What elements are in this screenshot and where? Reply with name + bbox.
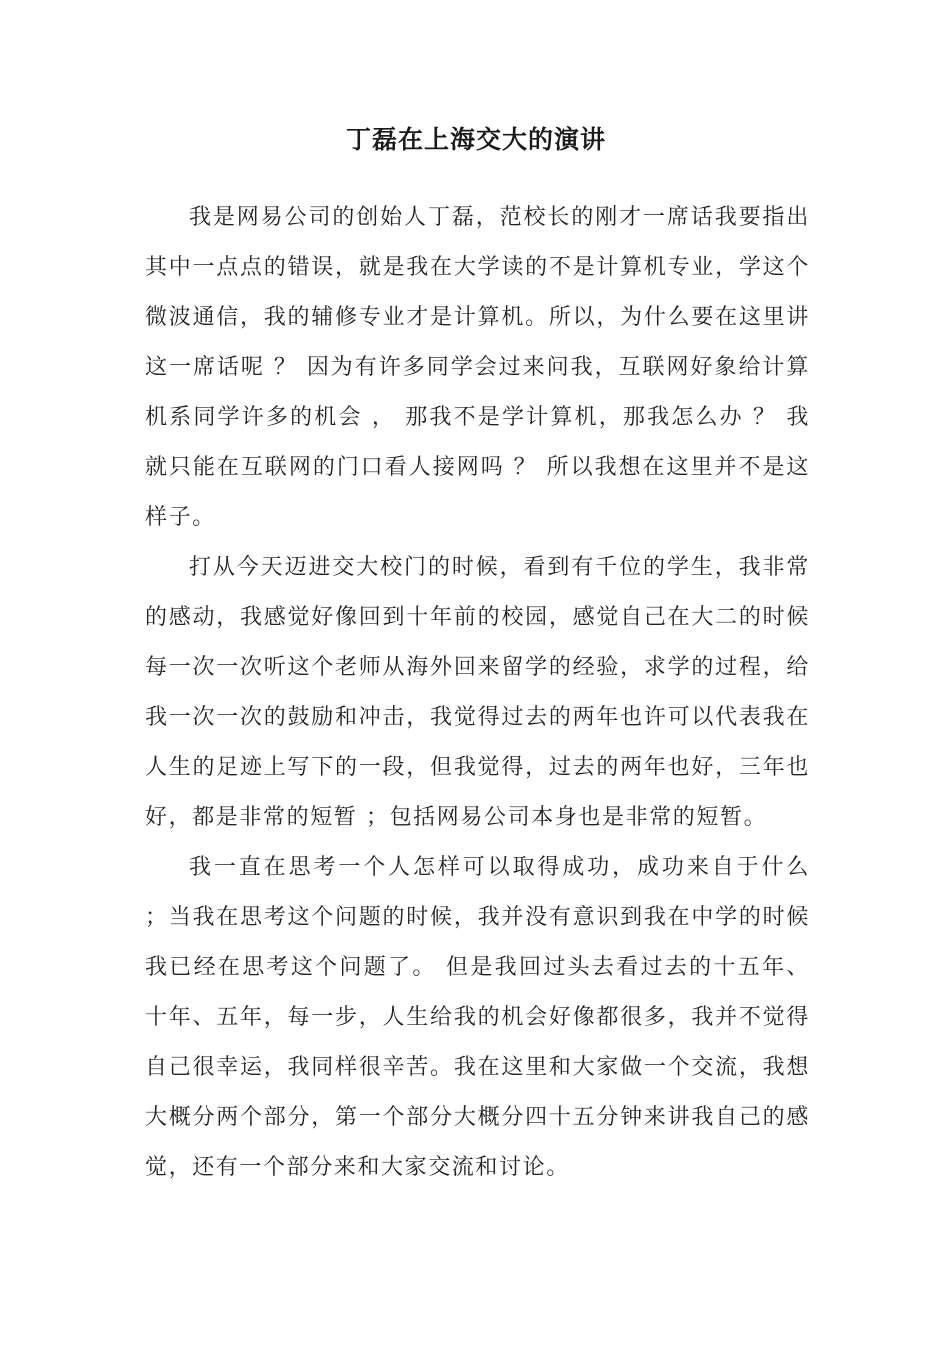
document-title: 丁磊在上海交大的演讲 [345,125,606,154]
document-body [145,193,810,1193]
paragraph-3: 我一直在思考一个人怎样可以取得成功，成功来自于什么 ；当我在思考这个问题的时候，我并没有意识到我在中学的时候我已经在思考这个问题了。 但是我回过头去看过去的十五年、十年、五年，每一步，人生给我的机会好像都很多，我并不觉得自己很幸运，我同样很辛苦。我在这里和大家做一个交流，我想大概分两个部分，第一个部分大概分四十五分钟来讲我自己的感觉，还有一个部分来和大家交流和讨论。 [145,855,810,1180]
paragraph-2: 打从今天迈进交大校门的时候，看到有千位的学生，我非常的感动，我感觉好像回到十年前的校园，感觉自己在大二的时候每一次一次听这个老师从海外回来留学的经验，求学的过程，给我一次一次的鼓励和冲击，我觉得过去的两年也许可以代表我在人生的足迹上写下的一段，但我觉得，过去的两年也好，三年也好，都是非常的短暂 ；包括网易公司本身也是非常的短暂。 [145,555,810,830]
paragraph-1: 我是网易公司的创始人丁磊，范校长的刚才一席话我要指出其中一点点的错误，就是我在大学读的不是计算机专业，学这个微波通信，我的辅修专业才是计算机。所以，为什么要在这里讲这一席话呢 ？ 因为有许多同学会过来问我，互联网好象给计算机系同学许多的机会 ， 那我不是学计算机，那我怎么办 ？ 我就只能在互联网的门口看人接网吗 ？ 所以我想在这里并不是这样子。 [145,205,810,530]
